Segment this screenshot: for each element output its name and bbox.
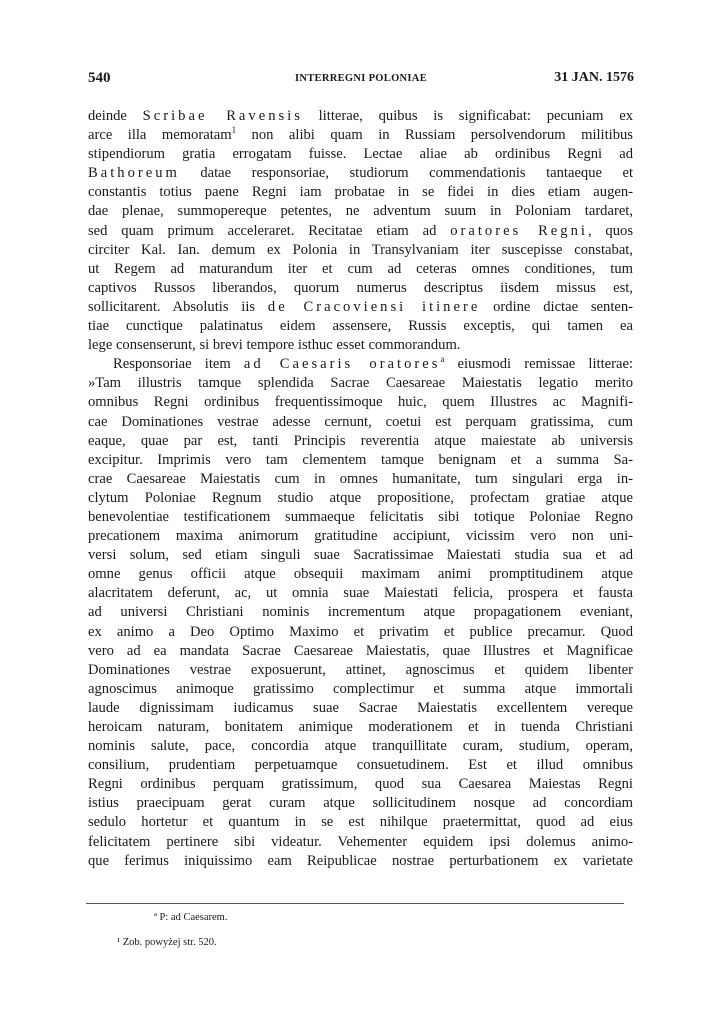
body-line: precationem maxima animorum gratitudine accipiunt, vicissim vero non uni- bbox=[88, 528, 633, 545]
body-line: Bathoreum datae responsoriae, studiorum commendationis tantaeque et bbox=[88, 165, 633, 182]
body-line: sedulo hortetur et quantum in se est nihilque praetermittat, quod ad eius bbox=[88, 814, 633, 831]
spaced-name: Scribae Ravensis bbox=[142, 108, 303, 124]
body-line: lege consenserunt, si brevi tempore isthuc esset commorandum. bbox=[88, 337, 461, 354]
body-line: Responsoriae item ad Caesaris oratores$^a$ eiusmodi remissae litterae: bbox=[113, 355, 633, 373]
body-line: ad universi Christiani nominis incrementum atque propagationem eveniant, bbox=[88, 604, 633, 621]
body-line: circiter Kal. Ian. demum ex Polonia in Transylvaniam iter suscepisse constabat, bbox=[88, 241, 633, 258]
body-line: dae plenae, summopereque petentes, ne adventum suum in Poloniam tardaret, bbox=[88, 203, 633, 220]
footnote-marker: a bbox=[440, 355, 445, 365]
body-line: consilium, prudentiam perpetuamque consuetudinem. Est et illud omnibus bbox=[88, 757, 633, 774]
body-line: nominis salute, pace, concordia atque tranquillitate curam, studium, operam, bbox=[88, 738, 633, 755]
body-line: ut Regem ad maturandum iter et cum ad ceteras omnes conditiones, tum bbox=[88, 260, 633, 277]
spaced-name: Bathoreum bbox=[88, 165, 180, 182]
spaced-name: oratores Regni bbox=[450, 222, 588, 239]
body-line: agnoscimus animoque gratissimo complectimur et summa atque immortali bbox=[88, 680, 633, 697]
body-line: omne genus officii atque obsequii maximam animi promptitudinem atque bbox=[88, 566, 633, 583]
footnote-1: ¹ Zob. powyżej str. 520. bbox=[117, 937, 217, 948]
spaced-name: ad Caesaris oratores bbox=[243, 356, 441, 373]
body-text bbox=[88, 107, 633, 871]
body-line: tiae cunctique palatinatus eidem assensere, Russis exceptis, qui tamen ea bbox=[88, 318, 633, 335]
body-line: captivos Russos liberandos, quorum numerus descriptus iisdem missus est, bbox=[88, 279, 633, 296]
body-line: Regni ordinibus perquam gratissimum, quod sua Caesarea Maiestas Regni bbox=[88, 776, 633, 793]
body-line: que ferimus iniquissimo eam Reipublicae nostrae perturbationem ex varietate bbox=[88, 852, 633, 869]
body-line: arce illa memoratam$^1$ non alibi quam in Russiam persolvendorum militibus bbox=[88, 126, 633, 144]
body-line: istius praecipuam gerat curam atque sollicitudinem nosque ad concordiam bbox=[88, 795, 633, 812]
body-line: crae Caesareae Maiestatis cum in omnes humanitate, tum singulari erga in- bbox=[88, 470, 633, 487]
body-line: excipitur. Imprimis vero tam clementem tamque benignam et a summa Sa- bbox=[88, 451, 633, 468]
spaced-name: de Cracoviensi itinere bbox=[267, 298, 481, 315]
footnote-a: ª P: ad Caesarem. bbox=[154, 912, 228, 923]
body-line: omnibus Regni ordinibus frequentissimoque huic, quem Illustres ac Magnifi- bbox=[88, 394, 633, 411]
body-line: benevolentiae testificationem summaeque felicitatis sibi totique Poloniae Regno bbox=[88, 508, 633, 525]
body-line: vero ad ea mandata Sacrae Caesareae Maiestatis, quae Illustres et Magnificae bbox=[88, 642, 633, 659]
body-line: clytum Poloniae Regnum studio atque propositione, profectam gratiae atque bbox=[88, 489, 633, 506]
body-line: sed quam primum acceleraret. Recitatae etiam ad oratores Regni, quos bbox=[88, 222, 633, 239]
body-line: heroicam naturam, bonitatem animique moderationem et in tuenda Christiani bbox=[88, 719, 633, 735]
body-line: sollicitarent. Absolutis iis de Cracoviensi itinere ordine dictae senten- bbox=[88, 298, 633, 315]
footnote-rule bbox=[86, 903, 624, 904]
running-header bbox=[88, 70, 634, 92]
body-line: eaque, quae par est, tanti Principis reverentia atque maiestate ab universis bbox=[88, 432, 633, 449]
body-line: Dominationes vestrae exposuerunt, attinet, agnoscimus et quidem libenter bbox=[88, 661, 633, 678]
header-date: 31 JAN. 1576 bbox=[554, 70, 634, 85]
body-line: »Tam illustris tamque splendida Sacrae Caesareae Maiestatis legatio merito bbox=[88, 375, 633, 392]
body-line: cae Dominationes vestrae adesse cernunt, coetui est perquam gratissima, cum bbox=[88, 413, 633, 430]
footnote-marker: 1 bbox=[231, 126, 237, 136]
body-line: versi solum, sed etiam singuli suae Sacratissimae Maiestati studia sua et ad bbox=[88, 547, 633, 564]
body-line: ex animo a Deo Optimo Maximo et privatim et publice precamur. Quod bbox=[88, 623, 633, 640]
body-line: deinde Scribae Ravensis litterae, quibus is significabat: pecuniam ex bbox=[88, 108, 633, 124]
header-title: INTERREGNI POLONIAE bbox=[294, 73, 427, 84]
body-line: felicitatem pertinere sibi videatur. Vehementer equidem ipsi dolemus animo- bbox=[88, 833, 633, 850]
body-line: alacritatem deferunt, ac, ut omnia suae Maiestati felicia, prospera et fausta bbox=[88, 585, 633, 602]
body-line: stipendiorum gratia errogatam fuisse. Lectae aliae ab ordinibus Regni ad bbox=[88, 146, 633, 163]
body-line: laude dignissimam iudicamus suae Sacrae Maiestatis excellentem vereque bbox=[88, 699, 633, 716]
page-number: 540 bbox=[88, 70, 111, 86]
body-line: constantis totius paene Regni iam probatae in se fidei in dies etiam augen- bbox=[88, 184, 633, 201]
